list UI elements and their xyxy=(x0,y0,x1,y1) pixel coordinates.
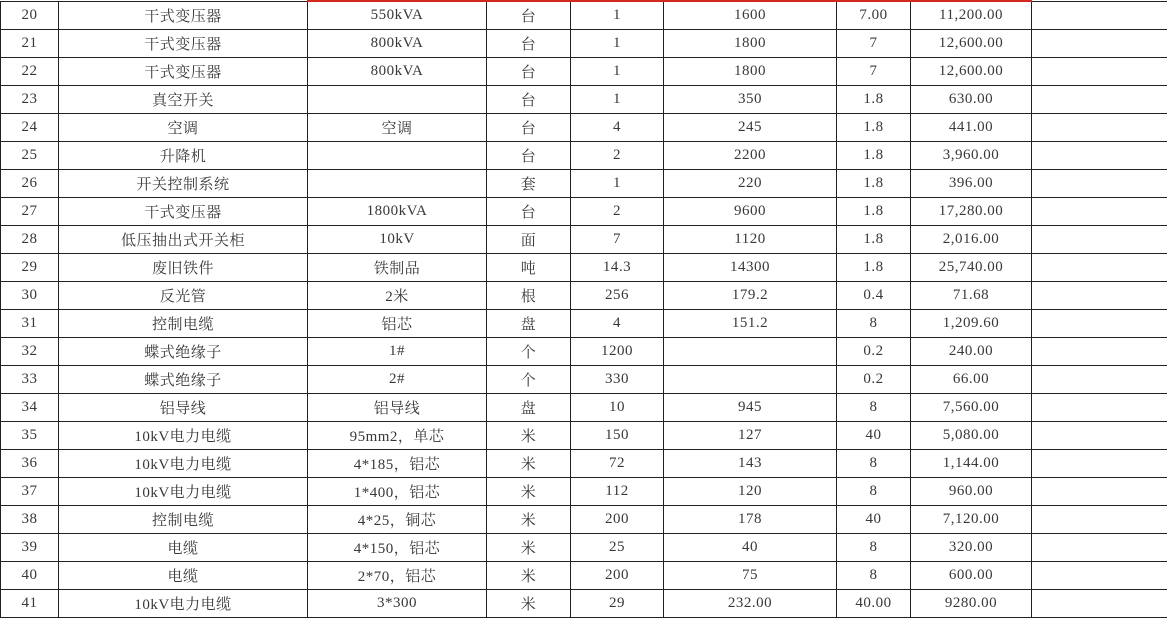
cell-blank[interactable] xyxy=(1032,1,1167,30)
cell-row-no[interactable]: 24 xyxy=(1,114,59,142)
cell-unit-price[interactable]: 1600 xyxy=(664,1,837,30)
cell-row-no[interactable]: 30 xyxy=(1,282,59,310)
cell-spec[interactable]: 2# xyxy=(308,366,487,394)
cell-unit[interactable]: 米 xyxy=(487,422,571,450)
cell-item-name[interactable]: 空调 xyxy=(59,114,308,142)
cell-spec[interactable]: 铝芯 xyxy=(308,310,487,338)
cell-amount[interactable]: 320.00 xyxy=(911,534,1032,562)
cell-unit[interactable]: 套 xyxy=(487,170,571,198)
cell-rate[interactable]: 7 xyxy=(837,58,911,86)
cell-row-no[interactable]: 22 xyxy=(1,58,59,86)
cell-row-no[interactable]: 29 xyxy=(1,254,59,282)
cell-unit-price[interactable]: 232.00 xyxy=(664,590,837,618)
cell-amount[interactable]: 1,209.60 xyxy=(911,310,1032,338)
cell-unit[interactable]: 吨 xyxy=(487,254,571,282)
table-row xyxy=(1,1,1167,30)
table-row xyxy=(1,310,1167,338)
cell-unit[interactable]: 台 xyxy=(487,198,571,226)
cell-item-name[interactable]: 开关控制系统 xyxy=(59,170,308,198)
cell-rate[interactable]: 1.8 xyxy=(837,170,911,198)
cell-qty[interactable]: 1200 xyxy=(571,338,664,366)
cell-amount[interactable]: 66.00 xyxy=(911,366,1032,394)
cell-item-name[interactable]: 反光管 xyxy=(59,282,308,310)
cell-unit-price[interactable]: 151.2 xyxy=(664,310,837,338)
cell-unit-price[interactable]: 127 xyxy=(664,422,837,450)
cell-rate[interactable]: 40.00 xyxy=(837,590,911,618)
cell-qty[interactable]: 2 xyxy=(571,198,664,226)
table-row xyxy=(1,170,1167,198)
cell-rate[interactable]: 40 xyxy=(837,506,911,534)
cell-blank[interactable] xyxy=(1032,366,1167,394)
cell-amount[interactable]: 17,280.00 xyxy=(911,198,1032,226)
cell-spec[interactable]: 800kVA xyxy=(308,58,487,86)
cell-unit[interactable]: 米 xyxy=(487,478,571,506)
cell-spec[interactable]: 95mm2，单芯 xyxy=(308,422,487,450)
cell-amount[interactable]: 960.00 xyxy=(911,478,1032,506)
cell-rate[interactable]: 8 xyxy=(837,450,911,478)
cell-row-no[interactable]: 33 xyxy=(1,366,59,394)
cell-qty[interactable]: 256 xyxy=(571,282,664,310)
cell-unit-price[interactable]: 1800 xyxy=(664,58,837,86)
cell-rate[interactable]: 8 xyxy=(837,310,911,338)
cell-unit-price[interactable]: 9600 xyxy=(664,198,837,226)
cell-spec[interactable] xyxy=(308,142,487,170)
cell-row-no[interactable]: 26 xyxy=(1,170,59,198)
cell-blank[interactable] xyxy=(1032,338,1167,366)
table-row xyxy=(1,478,1167,506)
cell-amount[interactable]: 11,200.00 xyxy=(911,1,1032,30)
cell-rate[interactable]: 8 xyxy=(837,534,911,562)
cell-spec[interactable]: 铁制品 xyxy=(308,254,487,282)
cell-qty[interactable]: 1 xyxy=(571,170,664,198)
cell-unit[interactable]: 台 xyxy=(487,86,571,114)
cell-rate[interactable]: 1.8 xyxy=(837,226,911,254)
cell-item-name[interactable]: 干式变压器 xyxy=(59,30,308,58)
cell-amount[interactable]: 9280.00 xyxy=(911,590,1032,618)
cell-qty[interactable]: 10 xyxy=(571,394,664,422)
cell-unit-price[interactable]: 945 xyxy=(664,394,837,422)
cell-amount[interactable]: 71.68 xyxy=(911,282,1032,310)
cell-item-name[interactable]: 电缆 xyxy=(59,534,308,562)
cell-item-name[interactable]: 铝导线 xyxy=(59,394,308,422)
cell-unit[interactable]: 台 xyxy=(487,30,571,58)
cell-item-name[interactable]: 真空开关 xyxy=(59,86,308,114)
cell-spec[interactable]: 1# xyxy=(308,338,487,366)
cell-unit-price[interactable]: 179.2 xyxy=(664,282,837,310)
cell-row-no[interactable]: 31 xyxy=(1,310,59,338)
cell-unit-price[interactable]: 143 xyxy=(664,450,837,478)
cell-row-no[interactable]: 35 xyxy=(1,422,59,450)
cell-unit[interactable]: 米 xyxy=(487,534,571,562)
cell-amount[interactable]: 25,740.00 xyxy=(911,254,1032,282)
table-row xyxy=(1,534,1167,562)
table-row xyxy=(1,58,1167,86)
cell-blank[interactable] xyxy=(1032,534,1167,562)
cell-qty[interactable]: 1 xyxy=(571,86,664,114)
cell-qty[interactable]: 4 xyxy=(571,310,664,338)
cell-unit[interactable]: 米 xyxy=(487,590,571,618)
table-row xyxy=(1,590,1167,618)
cell-unit[interactable]: 米 xyxy=(487,450,571,478)
cell-row-no[interactable]: 32 xyxy=(1,338,59,366)
table-row xyxy=(1,254,1167,282)
cell-blank[interactable] xyxy=(1032,254,1167,282)
cell-rate[interactable]: 7.00 xyxy=(837,1,911,30)
cell-rate[interactable]: 1.8 xyxy=(837,142,911,170)
cell-blank[interactable] xyxy=(1032,394,1167,422)
cell-amount[interactable]: 3,960.00 xyxy=(911,142,1032,170)
cell-unit-price[interactable]: 1120 xyxy=(664,226,837,254)
cell-spec[interactable]: 4*185，铝芯 xyxy=(308,450,487,478)
cell-amount[interactable]: 2,016.00 xyxy=(911,226,1032,254)
cell-unit[interactable]: 米 xyxy=(487,506,571,534)
cell-qty[interactable]: 1 xyxy=(571,1,664,30)
cell-row-no[interactable]: 34 xyxy=(1,394,59,422)
table-row xyxy=(1,562,1167,590)
cell-row-no[interactable]: 27 xyxy=(1,198,59,226)
cell-blank[interactable] xyxy=(1032,506,1167,534)
cell-unit-price[interactable]: 178 xyxy=(664,506,837,534)
cell-item-name[interactable]: 10kV电力电缆 xyxy=(59,478,308,506)
cell-rate[interactable]: 8 xyxy=(837,394,911,422)
cell-spec[interactable]: 4*150，铝芯 xyxy=(308,534,487,562)
cell-row-no[interactable]: 41 xyxy=(1,590,59,618)
cell-qty[interactable]: 330 xyxy=(571,366,664,394)
table-row xyxy=(1,226,1167,254)
cell-rate[interactable]: 0.2 xyxy=(837,338,911,366)
cell-spec[interactable] xyxy=(308,170,487,198)
cell-amount[interactable]: 1,144.00 xyxy=(911,450,1032,478)
cell-amount[interactable]: 441.00 xyxy=(911,114,1032,142)
cell-item-name[interactable]: 10kV电力电缆 xyxy=(59,450,308,478)
cell-rate[interactable]: 8 xyxy=(837,478,911,506)
cell-spec[interactable]: 2米 xyxy=(308,282,487,310)
cell-blank[interactable] xyxy=(1032,86,1167,114)
cell-amount[interactable]: 630.00 xyxy=(911,86,1032,114)
table-row xyxy=(1,86,1167,114)
cell-qty[interactable]: 7 xyxy=(571,226,664,254)
cell-unit-price[interactable]: 350 xyxy=(664,86,837,114)
cell-qty[interactable]: 29 xyxy=(571,590,664,618)
table-body xyxy=(1,1,1167,618)
cell-unit[interactable]: 个 xyxy=(487,366,571,394)
cell-qty[interactable]: 25 xyxy=(571,534,664,562)
cell-row-no[interactable]: 25 xyxy=(1,142,59,170)
cell-amount[interactable]: 12,600.00 xyxy=(911,58,1032,86)
cell-row-no[interactable]: 37 xyxy=(1,478,59,506)
cell-row-no[interactable]: 21 xyxy=(1,30,59,58)
cell-item-name[interactable]: 干式变压器 xyxy=(59,1,308,30)
cell-spec[interactable]: 3*300 xyxy=(308,590,487,618)
cell-amount[interactable]: 12,600.00 xyxy=(911,30,1032,58)
cell-item-name[interactable]: 电缆 xyxy=(59,562,308,590)
cell-rate[interactable]: 0.2 xyxy=(837,366,911,394)
cell-amount[interactable]: 7,120.00 xyxy=(911,506,1032,534)
cell-spec[interactable]: 1800kVA xyxy=(308,198,487,226)
cell-unit[interactable]: 面 xyxy=(487,226,571,254)
table-row xyxy=(1,142,1167,170)
cell-blank[interactable] xyxy=(1032,422,1167,450)
cell-unit-price[interactable]: 14300 xyxy=(664,254,837,282)
cell-unit[interactable]: 台 xyxy=(487,58,571,86)
cell-item-name[interactable]: 升降机 xyxy=(59,142,308,170)
cell-blank[interactable] xyxy=(1032,590,1167,618)
cell-rate[interactable]: 1.8 xyxy=(837,254,911,282)
cell-spec[interactable]: 2*70，铝芯 xyxy=(308,562,487,590)
cell-unit-price[interactable] xyxy=(664,366,837,394)
cell-item-name[interactable]: 干式变压器 xyxy=(59,58,308,86)
cell-qty[interactable]: 200 xyxy=(571,506,664,534)
cell-row-no[interactable]: 40 xyxy=(1,562,59,590)
table-row xyxy=(1,450,1167,478)
cell-spec[interactable]: 4*25，铜芯 xyxy=(308,506,487,534)
cell-blank[interactable] xyxy=(1032,226,1167,254)
cell-qty[interactable]: 1 xyxy=(571,30,664,58)
cell-unit[interactable]: 盘 xyxy=(487,394,571,422)
cell-row-no[interactable]: 39 xyxy=(1,534,59,562)
cell-unit-price[interactable]: 2200 xyxy=(664,142,837,170)
cell-blank[interactable] xyxy=(1032,450,1167,478)
cell-spec[interactable]: 空调 xyxy=(308,114,487,142)
cell-qty[interactable]: 4 xyxy=(571,114,664,142)
cell-qty[interactable]: 112 xyxy=(571,478,664,506)
cell-qty[interactable]: 2 xyxy=(571,142,664,170)
cell-unit[interactable]: 米 xyxy=(487,562,571,590)
cell-row-no[interactable]: 28 xyxy=(1,226,59,254)
cell-unit-price[interactable]: 245 xyxy=(664,114,837,142)
cell-spec[interactable]: 铝导线 xyxy=(308,394,487,422)
cell-row-no[interactable]: 36 xyxy=(1,450,59,478)
cell-amount[interactable]: 396.00 xyxy=(911,170,1032,198)
cell-rate[interactable]: 8 xyxy=(837,562,911,590)
cell-unit-price[interactable] xyxy=(664,338,837,366)
cell-unit-price[interactable]: 40 xyxy=(664,534,837,562)
cell-unit[interactable]: 盘 xyxy=(487,310,571,338)
cell-item-name[interactable]: 10kV电力电缆 xyxy=(59,422,308,450)
cell-blank[interactable] xyxy=(1032,58,1167,86)
cell-rate[interactable]: 1.8 xyxy=(837,114,911,142)
cell-item-name[interactable]: 低压抽出式开关柜 xyxy=(59,226,308,254)
cell-qty[interactable]: 200 xyxy=(571,562,664,590)
cell-row-no[interactable]: 23 xyxy=(1,86,59,114)
cell-unit[interactable]: 根 xyxy=(487,282,571,310)
table-row xyxy=(1,30,1167,58)
cell-item-name[interactable]: 干式变压器 xyxy=(59,198,308,226)
cell-unit-price[interactable]: 75 xyxy=(664,562,837,590)
cell-qty[interactable]: 1 xyxy=(571,58,664,86)
table-row xyxy=(1,338,1167,366)
cell-qty[interactable]: 150 xyxy=(571,422,664,450)
cell-unit[interactable]: 台 xyxy=(487,1,571,30)
cell-amount[interactable]: 5,080.00 xyxy=(911,422,1032,450)
cell-rate[interactable]: 40 xyxy=(837,422,911,450)
cell-blank[interactable] xyxy=(1032,198,1167,226)
cell-item-name[interactable]: 蝶式绝缘子 xyxy=(59,338,308,366)
cell-row-no[interactable]: 38 xyxy=(1,506,59,534)
cell-item-name[interactable]: 10kV电力电缆 xyxy=(59,590,308,618)
table-row xyxy=(1,422,1167,450)
table-row xyxy=(1,394,1167,422)
cell-blank[interactable] xyxy=(1032,310,1167,338)
cell-unit-price[interactable]: 120 xyxy=(664,478,837,506)
cell-blank[interactable] xyxy=(1032,478,1167,506)
cell-amount[interactable]: 7,560.00 xyxy=(911,394,1032,422)
cell-qty[interactable]: 14.3 xyxy=(571,254,664,282)
cell-amount[interactable]: 240.00 xyxy=(911,338,1032,366)
cell-blank[interactable] xyxy=(1032,562,1167,590)
cell-item-name[interactable]: 控制电缆 xyxy=(59,310,308,338)
cell-unit[interactable]: 个 xyxy=(487,338,571,366)
cell-rate[interactable]: 0.4 xyxy=(837,282,911,310)
cell-amount[interactable]: 600.00 xyxy=(911,562,1032,590)
cell-blank[interactable] xyxy=(1032,30,1167,58)
table-row xyxy=(1,198,1167,226)
cell-qty[interactable]: 72 xyxy=(571,450,664,478)
cell-rate[interactable]: 1.8 xyxy=(837,86,911,114)
cell-item-name[interactable]: 蝶式绝缘子 xyxy=(59,366,308,394)
cell-unit[interactable]: 台 xyxy=(487,142,571,170)
cell-unit[interactable]: 台 xyxy=(487,114,571,142)
cell-unit-price[interactable]: 1800 xyxy=(664,30,837,58)
table-row xyxy=(1,282,1167,310)
cell-spec[interactable] xyxy=(308,86,487,114)
cell-item-name[interactable]: 控制电缆 xyxy=(59,506,308,534)
cell-blank[interactable] xyxy=(1032,114,1167,142)
cell-blank[interactable] xyxy=(1032,170,1167,198)
cell-blank[interactable] xyxy=(1032,142,1167,170)
table-row xyxy=(1,114,1167,142)
cell-spec[interactable]: 800kVA xyxy=(308,30,487,58)
cell-unit-price[interactable]: 220 xyxy=(664,170,837,198)
cell-rate[interactable]: 7 xyxy=(837,30,911,58)
cell-rate[interactable]: 1.8 xyxy=(837,198,911,226)
cell-blank[interactable] xyxy=(1032,282,1167,310)
cell-spec[interactable]: 1*400，铝芯 xyxy=(308,478,487,506)
cell-item-name[interactable]: 废旧铁件 xyxy=(59,254,308,282)
cell-row-no[interactable]: 20 xyxy=(1,1,59,30)
cell-spec[interactable]: 10kV xyxy=(308,226,487,254)
cell-spec[interactable]: 550kVA xyxy=(308,1,487,30)
table-row xyxy=(1,366,1167,394)
table-row xyxy=(1,506,1167,534)
